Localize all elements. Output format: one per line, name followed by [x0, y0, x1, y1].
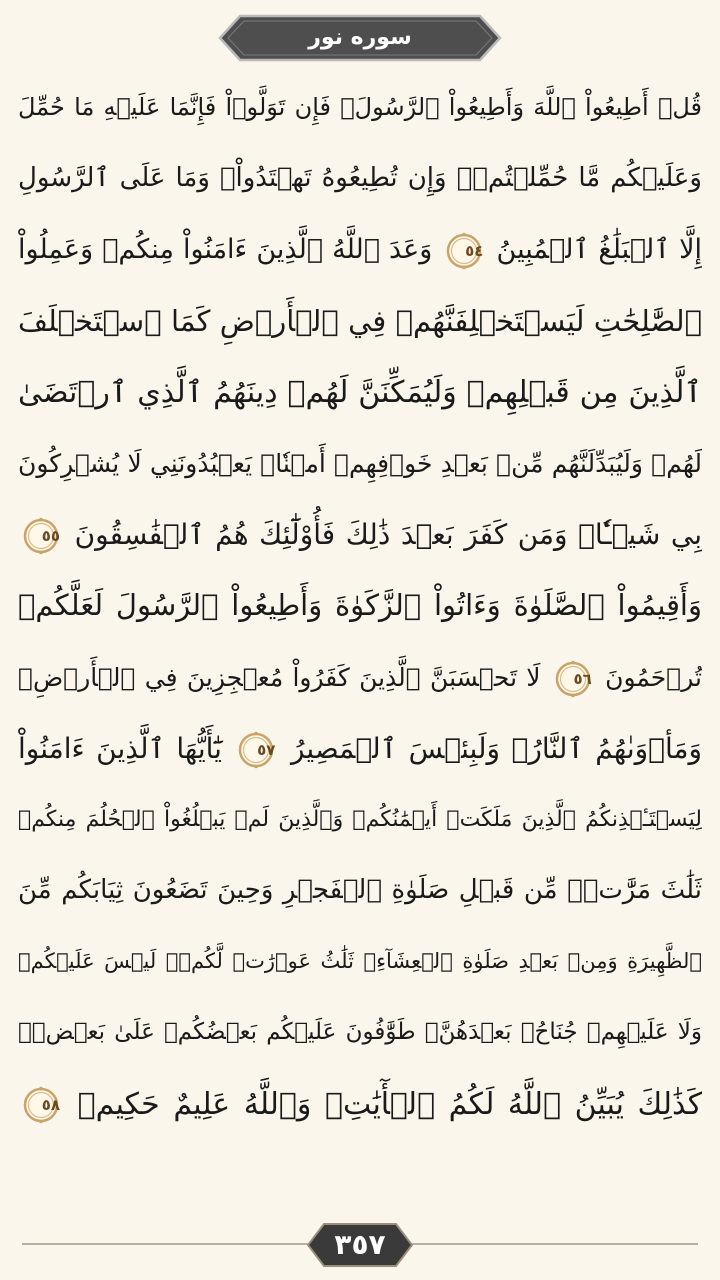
verse-text: ثَلَٰثَ مَرَّٰتٖۚ مِّن قَبۡلِ صَلَوٰةِ ٱلۡفَجۡرِ وَحِينَ تَضَعُونَ ثِيَابَكُم مِّنَ [18, 875, 702, 906]
verse-text: لَهُمۡ وَلَيُبَدِّلَنَّهُم مِّنۢ بَعۡدِ خَوۡفِهِمۡ أَمۡنٗاۚ يَعۡبُدُونَنِي لَا يُشۡرِكُونَ [18, 448, 702, 478]
page-number-badge [306, 1222, 414, 1268]
verse-line [18, 855, 702, 926]
verse-text: يَٰٓأَيُّهَا ٱلَّذِينَ ءَامَنُواْ [18, 731, 222, 765]
ayah-number: ٥٨ [41, 1096, 60, 1115]
verse-text: ٱلَّذِينَ مِن قَبۡلِهِمۡ وَلَيُمَكِّنَنَّ لَهُمۡ دِينَهُمُ ٱلَّذِي ٱرۡتَضَىٰ [18, 374, 702, 410]
verse-text: وَعَلَيۡكُم مَّا حُمِّلۡتُمۡۖ وَإِن تُطِيعُوهُ تَهۡتَدُواْۚ وَمَا عَلَى ٱلرَّسُولِ [18, 163, 702, 194]
verse-line [18, 926, 702, 997]
verse-text: ٱلصَّٰلِحَٰتِ لَيَسۡتَخۡلِفَنَّهُمۡ فِي ٱلۡأَرۡضِ كَمَا ٱسۡتَخۡلَفَ [18, 303, 702, 338]
verse-line [18, 570, 702, 641]
verse-line [18, 72, 702, 143]
ayah-number: ٥٧ [257, 740, 276, 759]
page-number: ٣٥٧ [334, 1228, 386, 1261]
verse-text: تُرۡحَمُونَ [605, 662, 702, 692]
verse-text: لَا تَحۡسَبَنَّ ٱلَّذِينَ كَفَرُواْ مُعۡجِزِينَ فِي ٱلۡأَرۡضِۚ [18, 662, 541, 692]
verse-text: وَأَقِيمُواْ ٱلصَّلَوٰةَ وَءَاتُواْ ٱلزَّكَوٰةَ وَأَطِيعُواْ ٱلرَّسُولَ لَعَلَّكُمۡ [18, 588, 702, 623]
verse-line [18, 1069, 702, 1140]
ayah-number: ٥٥ [41, 527, 60, 546]
footer-rule-right [408, 1243, 698, 1245]
verse-text: بِي شَيۡـٔٗاۚ وَمَن كَفَرَ بَعۡدَ ذَٰلِكَ فَأُوْلَٰٓئِكَ هُمُ ٱلۡفَٰسِقُونَ [74, 518, 702, 552]
verse-text: لِيَسۡتَـٔۡذِنكُمُ ٱلَّذِينَ مَلَكَتۡ أَيۡمَٰنُكُمۡ وَٱلَّذِينَ لَمۡ يَبۡلُغُواْ ٱلۡحُلُمَ مِنكُمۡ [18, 806, 702, 832]
verse-text: كَذَٰلِكَ يُبَيِّنُ ٱللَّهُ لَكُمُ ٱلۡأٓيَٰتِۗ وَٱللَّهُ عَلِيمٌ حَكِيمٞ [77, 1086, 702, 1122]
verse-text: قُلۡ أَطِيعُواْ ٱللَّهَ وَأَطِيعُواْ ٱلرَّسُولَۖ فَإِن تَوَلَّوۡاْ فَإِنَّمَا عَلَيۡهِ مَا حُمِّلَ [18, 93, 702, 121]
verse-line [18, 357, 702, 428]
verse-line [18, 499, 702, 570]
verse-text: وَلَا عَلَيۡهِمۡ جُنَاحُۢ بَعۡدَهُنَّۚ طَوَّٰفُونَ عَلَيۡكُم بَعۡضُكُمۡ عَلَىٰ بَعۡضٖۚ [18, 1019, 702, 1046]
surah-header [218, 14, 502, 62]
verse-line [18, 286, 702, 357]
ayah-number: ٥٤ [465, 241, 484, 260]
ayah-number-marker [237, 731, 275, 769]
verse-line [18, 713, 702, 784]
verse-text-body [18, 72, 702, 1212]
surah-title: سوره نور [308, 25, 412, 50]
verse-line [18, 428, 702, 499]
verse-text: ٱلظَّهِيرَةِ وَمِنۢ بَعۡدِ صَلَوٰةِ ٱلۡعِشَآءِۚ ثَلَٰثُ عَوۡرَٰتٖ لَّكُمۡۚ لَيۡسَ عَلَيۡكُمۡ [18, 949, 702, 974]
ayah-number-marker [445, 232, 483, 270]
ayah-number: ٥٦ [573, 669, 592, 688]
ayah-number-marker [554, 660, 592, 698]
ayah-number-marker [22, 517, 60, 555]
verse-line [18, 143, 702, 214]
verse-text: إِلَّا ٱلۡبَلَٰغُ ٱلۡمُبِينُ [496, 234, 702, 266]
footer-rule-left [22, 1243, 312, 1245]
verse-text: وَعَدَ ٱللَّهُ ٱلَّذِينَ ءَامَنُواْ مِنكُمۡ وَعَمِلُواْ [18, 234, 433, 266]
verse-line [18, 784, 702, 855]
verse-line [18, 642, 702, 713]
ayah-number-marker [22, 1086, 60, 1124]
verse-text: وَمَأۡوَىٰهُمُ ٱلنَّارُۖ وَلَبِئۡسَ ٱلۡمَصِيرُ [290, 731, 702, 765]
verse-line [18, 214, 702, 285]
verse-line [18, 997, 702, 1068]
